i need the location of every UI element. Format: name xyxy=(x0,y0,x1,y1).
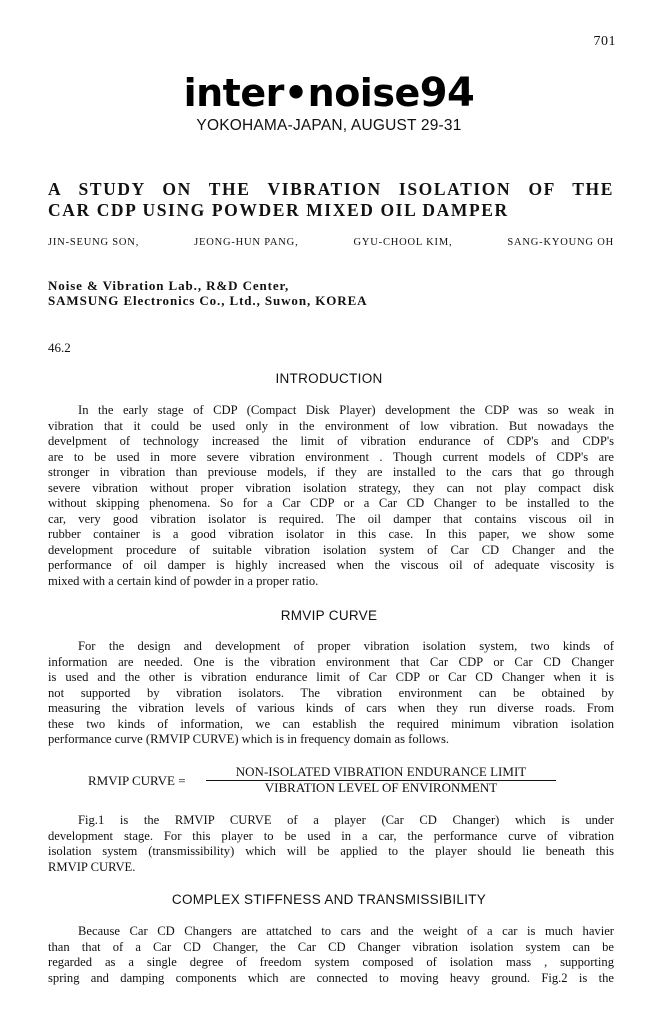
text-line: regarded as a single degree of freedom system composed of isolation mass , supporting xyxy=(48,955,614,969)
text-line: development procedure of suitable vibration isolation system of Car CD Changer and the xyxy=(48,542,614,557)
author: JIN-SEUNG SON, xyxy=(48,237,140,248)
conference-logo xyxy=(0,70,658,116)
text-line: than that of a Car CD Changer, the Car CD Changer vibration isolation system can be xyxy=(48,939,614,954)
text-line: isolation system (transmissibility) which will be applied to the player should lie beneath this xyxy=(48,844,614,858)
logo-text: inter•noise xyxy=(183,71,420,115)
author: GYU-CHOOL KIM, xyxy=(353,237,453,248)
introduction-heading: INTRODUCTION xyxy=(275,371,383,386)
text-line: rubber container is a good vibration isolator in this case. In this paper, we show some xyxy=(48,527,614,541)
text-line: without skipping phenomena. So for a Car CDP or a Car CD Changer to be installed to the xyxy=(48,496,614,510)
text-line: measuring the vibration levels of various kinds of cars when they run diverse roads. From xyxy=(48,701,614,715)
paper-title xyxy=(48,179,614,221)
text-line: In the early stage of CDP (Compact Disk Player) development the CDP was so weak in xyxy=(78,403,614,417)
rmvip-paragraph-2 xyxy=(48,813,614,875)
title-line-1: A STUDY ON THE VIBRATION ISOLATION OF THE xyxy=(48,179,614,199)
text-line: stronger in vibration than previouse models, if they are installed to the cars that go through xyxy=(48,465,614,479)
complex-stiffness-heading: COMPLEX STIFFNESS AND TRANSMISSIBILITY xyxy=(171,892,487,907)
logo-year: 94 xyxy=(419,70,475,116)
affiliation xyxy=(48,278,367,308)
title-line-2: CAR CDP USING POWDER MIXED OIL DAMPER xyxy=(48,200,509,220)
rmvip-paragraph xyxy=(48,639,614,748)
text-line: develpment of technology increased the limit of vibration endurance of CDP's and CDP's xyxy=(48,434,614,448)
affiliation-line-1: Noise & Vibration Lab., R&D Center, xyxy=(48,278,290,293)
author: JEONG-HUN PANG, xyxy=(194,237,299,248)
text-line: are to be used in more severe vibration environment . Though current models of CDP's are xyxy=(48,449,614,464)
text-line: Fig.1 is the RMVIP CURVE of a player (Car CD Changer) which is under xyxy=(78,813,614,827)
text-line: these two kinds of information, we can establish the required minimum vibration isolation xyxy=(48,716,614,731)
complex-stiffness-paragraph xyxy=(48,924,614,986)
text-line: not supported by vibration isolators. The vibration environment can be obtained by xyxy=(48,685,614,700)
text-line: performance curve (RMVIP CURVE) which is in frequency domain as follows. xyxy=(48,732,450,746)
section-number: 46.2 xyxy=(48,340,71,355)
page-number: 701 xyxy=(593,34,616,49)
text-line: severe vibration without proper vibration isolation strategy, they can not play compact disk xyxy=(48,480,614,495)
text-line: information are needed. One is the vibration environment that Car CDP or Car CD Changer xyxy=(48,654,614,669)
text-line: performance of oil damper is highly increased when the viscous oil of adequate viscosity is xyxy=(48,558,614,572)
text-line: For the design and development of proper vibration isolation system, two kinds of xyxy=(78,639,614,653)
author: SANG-KYOUNG OH xyxy=(507,237,614,248)
introduction-paragraph xyxy=(48,403,614,589)
text-line: car, very good vibration isolator is required. The oil damper that contains viscous oil in xyxy=(48,511,614,526)
text-line: is used and the other is vibration endurance limit of Car CDP or Car CD Changer when it is xyxy=(48,670,614,684)
rmvip-equation xyxy=(88,765,588,799)
equation-numerator: NON-ISOLATED VIBRATION ENDURANCE LIMIT xyxy=(206,765,556,781)
conference-venue: YOKOHAMA-JAPAN, AUGUST 29-31 xyxy=(196,117,462,134)
text-line: vibration that it could be used only in the environment of low vibration. But nowadays the xyxy=(48,418,614,433)
equation-denominator: VIBRATION LEVEL OF ENVIRONMENT xyxy=(264,780,498,795)
text-line: development stage. For this player to be used in a car, the performance curve of vibration xyxy=(48,828,614,843)
text-line: mixed with a certain kind of powder in a proper ratio. xyxy=(48,573,319,588)
text-line: spring and damping components which are connected to moving heavy ground. Fig.2 is the xyxy=(48,970,614,985)
affiliation-line-2: SAMSUNG Electronics Co., Ltd., Suwon, KOREA xyxy=(48,293,368,308)
text-line: Because Car CD Changers are attatched to cars and the weight of a car is much havier xyxy=(78,924,614,938)
author-list xyxy=(48,237,614,248)
rmvip-heading: RMVIP CURVE xyxy=(280,608,378,623)
equation-lhs: RMVIP CURVE = xyxy=(88,773,186,788)
text-line: RMVIP CURVE. xyxy=(48,859,136,874)
